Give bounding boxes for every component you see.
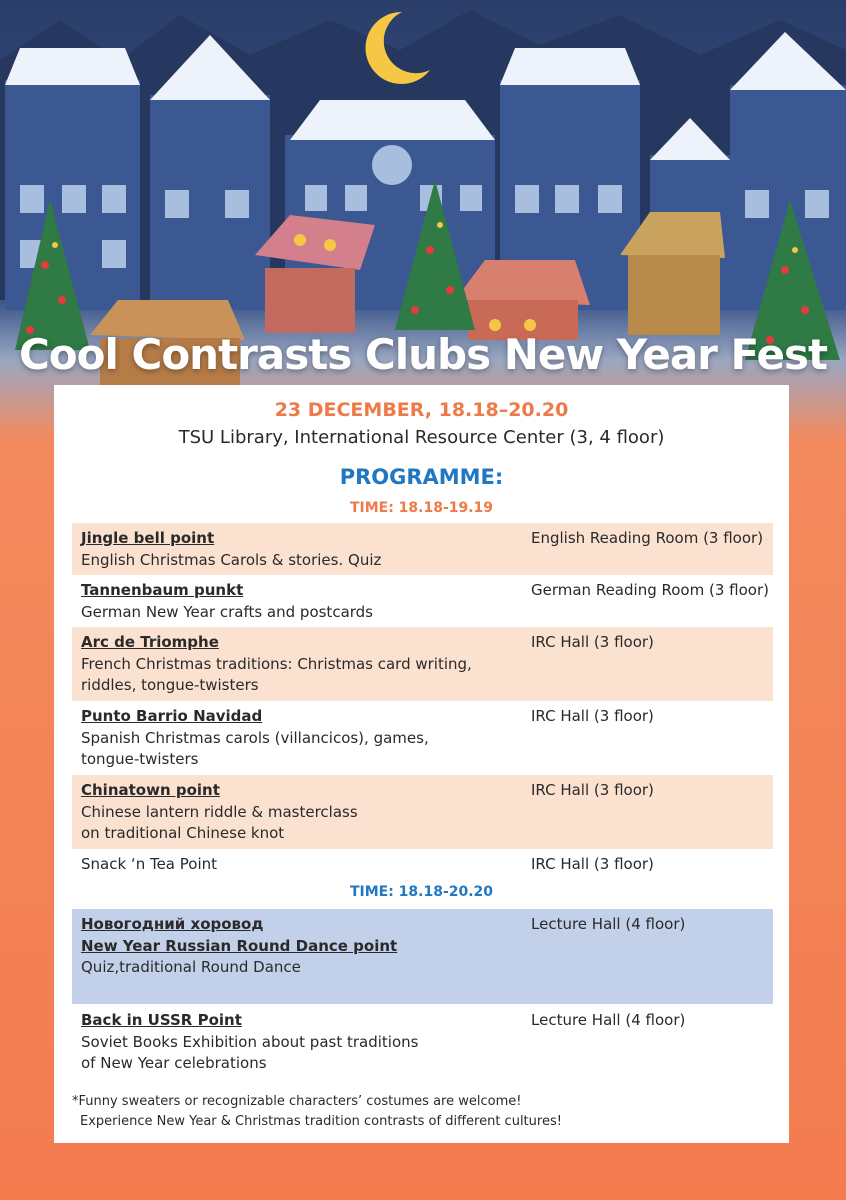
- item-location: Lecture Hall (4 floor): [531, 1011, 686, 1029]
- item-description: riddles, tongue-twisters: [81, 676, 259, 694]
- time-heading: TIME: 18.18-20.20: [349, 884, 494, 900]
- time-heading: TIME: 18.18-19.19: [349, 500, 494, 516]
- page-title: Cool Contrasts Clubs New Year Fest: [18, 330, 828, 379]
- footnote-line: Experience New Year & Christmas tradition contrasts of different cultures!: [80, 1114, 562, 1129]
- item-description: Snack ‘n Tea Point: [81, 855, 218, 873]
- item-location: IRC Hall (3 floor): [531, 781, 654, 799]
- item-name: Tannenbaum punkt: [81, 581, 244, 599]
- item-location: Lecture Hall (4 floor): [531, 915, 686, 933]
- item-description: Spanish Christmas carols (villancicos), games,: [81, 728, 429, 747]
- item-name: Chinatown point: [81, 781, 220, 799]
- item-name: Back in USSR Point: [81, 1011, 242, 1029]
- event-date: 23 DECEMBER, 18.18–20.20: [274, 399, 569, 421]
- item-description: Quiz,traditional Round Dance: [81, 958, 301, 976]
- list-item: [72, 575, 773, 627]
- list-item: [72, 627, 773, 701]
- list-item: [72, 849, 773, 881]
- item-location: English Reading Room (3 floor): [531, 529, 764, 547]
- list-item: [72, 1005, 773, 1079]
- item-description: German New Year crafts and postcards: [81, 602, 373, 621]
- item-description: French Christmas traditions: Christmas card writing,: [81, 654, 472, 673]
- event-venue: TSU Library, International Resource Center (3, 4 floor): [178, 427, 665, 448]
- list-item: [72, 523, 773, 575]
- item-name: Новогодний хоровод: [81, 915, 264, 933]
- item-name: Punto Barrio Navidad: [81, 707, 263, 725]
- list-item: [72, 909, 773, 1004]
- item-location: IRC Hall (3 floor): [531, 707, 654, 725]
- item-name: New Year Russian Round Dance point: [81, 936, 398, 955]
- list-item: [72, 701, 773, 775]
- item-description: tongue-twisters: [81, 750, 199, 768]
- item-description: on traditional Chinese knot: [81, 824, 285, 842]
- item-description: Chinese lantern riddle & masterclass: [81, 802, 358, 821]
- programme-heading: PROGRAMME:: [339, 465, 504, 489]
- list-item: [72, 775, 773, 849]
- item-location: German Reading Room (3 floor): [531, 581, 769, 599]
- item-description: of New Year celebrations: [81, 1054, 267, 1072]
- item-location: IRC Hall (3 floor): [531, 633, 654, 651]
- item-name: Arc de Triomphe: [81, 633, 219, 651]
- footnote: [72, 1092, 772, 1132]
- item-name: Jingle bell point: [81, 529, 215, 547]
- programme-card: [54, 385, 789, 1143]
- item-description: Soviet Books Exhibition about past traditions: [81, 1032, 419, 1051]
- footnote-line: *Funny sweaters or recognizable characters’ costumes are welcome!: [72, 1094, 522, 1109]
- item-description: English Christmas Carols & stories. Quiz: [81, 550, 382, 569]
- item-location: IRC Hall (3 floor): [531, 855, 654, 873]
